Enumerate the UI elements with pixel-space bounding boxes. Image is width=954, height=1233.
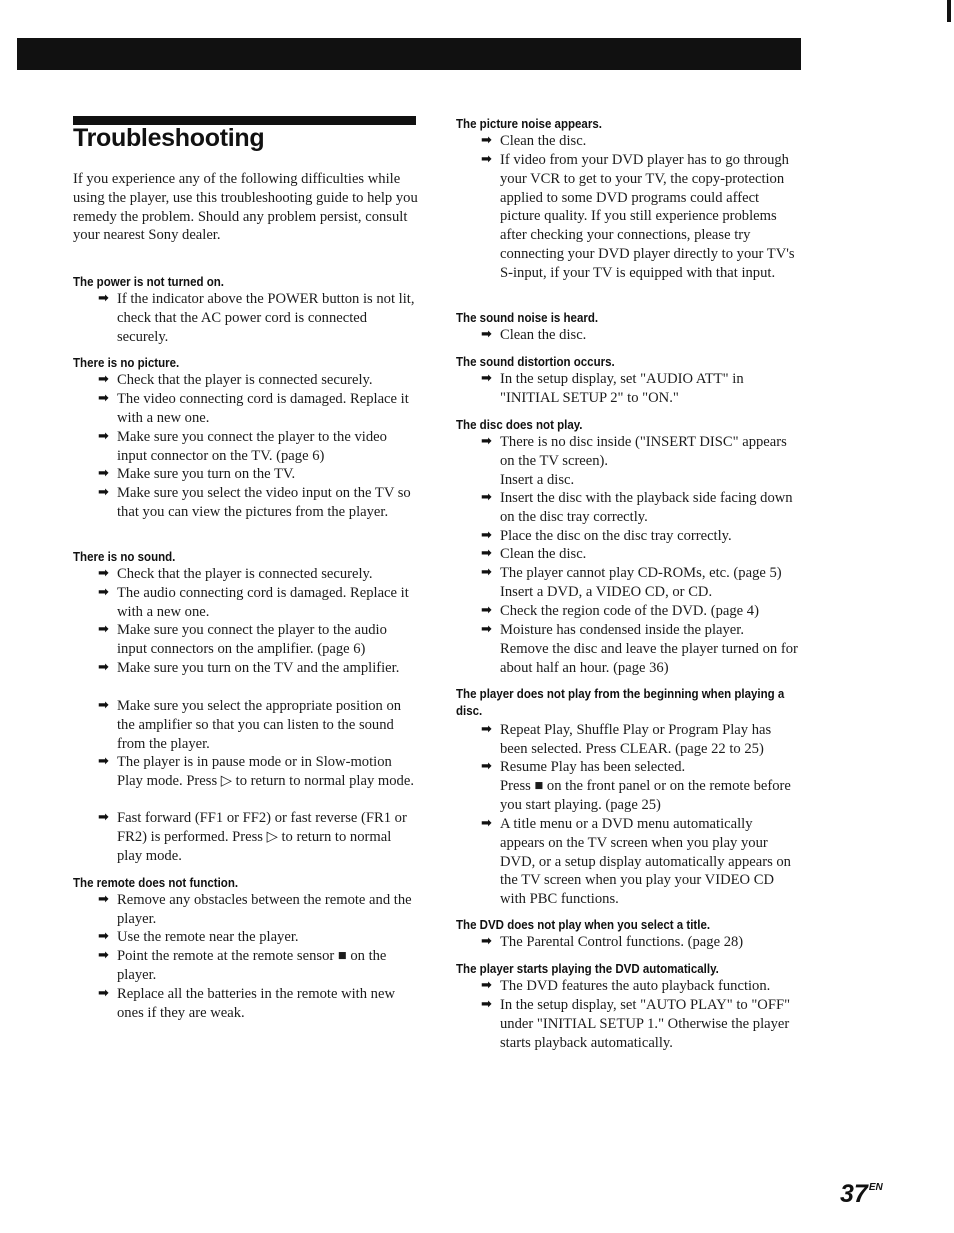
arrow-icon: ➡	[98, 585, 107, 600]
arrow-icon: ➡	[481, 997, 490, 1012]
list-item: ➡ Make sure you connect the player to the audio input connectors on the amplifier. (page 6)	[98, 622, 387, 657]
arrow-icon: ➡	[481, 816, 490, 831]
page-edge-mark	[947, 0, 951, 22]
arrow-icon: ➡	[481, 759, 490, 774]
arrow-icon: ➡	[98, 986, 107, 1001]
list-item: ➡ The Parental Control functions. (page 28)	[481, 934, 744, 950]
list-item: ➡ Make sure you select the video input on the TV so that you can view the pictures from the player.	[98, 485, 411, 520]
arrow-icon: ➡	[98, 566, 107, 581]
page-title: Troubleshooting	[73, 124, 265, 152]
arrow-icon: ➡	[481, 934, 490, 949]
arrow-icon: ➡	[98, 372, 107, 387]
arrow-icon: ➡	[481, 490, 490, 505]
heading-not-from-beginning: The player does not play from the beginning when playing a disc.	[456, 686, 785, 718]
arrow-icon: ➡	[481, 978, 490, 993]
arrow-icon: ➡	[481, 528, 490, 543]
list-item: ➡ The player cannot play CD-ROMs, etc. (page 5) Insert a DVD, a VIDEO CD, or CD.	[481, 565, 782, 600]
list-item: ➡ If the indicator above the POWER button is not lit, check that the AC power cord is connected securely.	[98, 291, 415, 345]
arrow-icon: ➡	[98, 466, 107, 481]
arrow-icon: ➡	[481, 434, 490, 449]
list-item: ➡ Clean the disc.	[481, 327, 587, 343]
page-suffix: EN	[868, 1182, 883, 1193]
list-item: ➡ A title menu or a DVD menu automatically appears on the TV screen when you play your DVD, or a setup display automatically appears on the TV screen when you play your VIDEO CD with PBC functions.	[481, 816, 791, 908]
arrow-icon: ➡	[481, 546, 490, 561]
list-item: ➡ Check the region code of the DVD. (page 4)	[481, 603, 759, 619]
list-item: ➡ Resume Play has been selected. Press ■ on the front panel or on the remote before you start playing. (page 25)	[481, 759, 791, 813]
arrow-icon: ➡	[98, 429, 107, 444]
arrow-icon: ➡	[481, 133, 490, 148]
heading-no-sound: There is no sound.	[73, 549, 176, 564]
heading-title-select: The DVD does not play when you select a title.	[456, 917, 711, 932]
intro-paragraph: If you experience any of the following difficulties while using the player, use this troubleshooting guide to help you remedy the problem. Should any problem persist, consult your nearest Sony dealer.	[73, 171, 418, 244]
list-item: ➡ Make sure you connect the player to the video input connector on the TV. (page 6)	[98, 429, 387, 464]
list-item: ➡ Clean the disc.	[481, 133, 587, 149]
heading-no-picture: There is no picture.	[73, 355, 180, 370]
arrow-icon: ➡	[98, 948, 107, 963]
arrow-icon: ➡	[98, 810, 107, 825]
heading-power: The power is not turned on.	[73, 274, 225, 289]
list-item: ➡ The DVD features the auto playback function.	[481, 978, 771, 994]
arrow-icon: ➡	[481, 327, 490, 342]
list-item: ➡ Remove any obstacles between the remote and the player.	[98, 892, 412, 927]
list-item: ➡ In the setup display, set "AUDIO ATT" in "INITIAL SETUP 2" to "ON."	[481, 371, 744, 406]
arrow-icon: ➡	[98, 660, 107, 675]
arrow-icon: ➡	[481, 622, 490, 637]
heading-distortion: The sound distortion occurs.	[456, 354, 615, 369]
arrow-icon: ➡	[98, 622, 107, 637]
arrow-icon: ➡	[98, 929, 107, 944]
list-item: ➡ The video connecting cord is damaged. Replace it with a new one.	[98, 391, 409, 426]
heading-sound-noise: The sound noise is heard.	[456, 310, 599, 325]
arrow-icon: ➡	[481, 722, 490, 737]
arrow-icon: ➡	[98, 291, 107, 306]
list-item: ➡ The audio connecting cord is damaged. Replace it with a new one.	[98, 585, 409, 620]
arrow-icon: ➡	[98, 485, 107, 500]
arrow-icon: ➡	[481, 152, 490, 167]
arrow-icon: ➡	[98, 391, 107, 406]
list-item: ➡ Replace all the batteries in the remote with new ones if they are weak.	[98, 986, 395, 1021]
list-item: ➡ The player is in pause mode or in Slow-motion Play mode. Press ▷ to return to normal play mode.	[98, 754, 414, 789]
list-item: ➡ Check that the player is connected securely.	[98, 566, 373, 582]
arrow-icon: ➡	[98, 754, 107, 769]
list-item: ➡ Insert the disc with the playback side facing down on the disc tray correctly.	[481, 490, 793, 525]
arrow-icon: ➡	[481, 603, 490, 618]
list-item: ➡ If video from your DVD player has to go through your VCR to get to your TV, the copy-protection applied to some DVD programs could affect picture quality. If you still experience problems after checking your connections, please try connecting your DVD player directly to your TV's S-input, if your TV is equipped with that input.	[481, 152, 795, 281]
list-item: ➡ Make sure you select the appropriate position on the amplifier so that you can listen to the sound from the player.	[98, 698, 402, 752]
list-item: ➡ Clean the disc.	[481, 546, 587, 562]
list-item: ➡ Use the remote near the player.	[98, 929, 299, 945]
list-item: ➡ In the setup display, set "AUTO PLAY" to "OFF" under "INITIAL SETUP 1." Otherwise the player starts playback automatically.	[481, 997, 791, 1051]
heading-disc-not-play: The disc does not play.	[456, 417, 583, 432]
page-number: $37^{EN}$	[840, 1180, 883, 1208]
list-item: ➡ Make sure you turn on the TV.	[98, 466, 296, 482]
list-item: ➡ There is no disc inside ("INSERT DISC" appears on the TV screen). Insert a disc.	[481, 434, 787, 488]
list-item: ➡ Fast forward (FF1 or FF2) or fast reverse (FR1 or FR2) is performed. Press ▷ to return to normal play mode.	[98, 810, 407, 864]
list-item: ➡ Check that the player is connected securely.	[98, 372, 373, 388]
list-item: ➡ Repeat Play, Shuffle Play or Program Play has been selected. Press CLEAR. (page 22 to 25)	[481, 722, 772, 757]
header-bar	[17, 38, 801, 70]
heading-picture-noise: The picture noise appears.	[456, 116, 602, 131]
heading-auto-play: The player starts playing the DVD automatically.	[456, 961, 719, 976]
arrow-icon: ➡	[98, 698, 107, 713]
arrow-icon: ➡	[98, 892, 107, 907]
list-item: ➡ Point the remote at the remote sensor ■ on the player.	[98, 948, 387, 983]
arrow-icon: ➡	[481, 565, 490, 580]
heading-remote: The remote does not function.	[73, 875, 239, 890]
list-item: ➡ Moisture has condensed inside the player. Remove the disc and leave the player turned on for about half an hour. (page 36)	[481, 622, 798, 676]
list-item: ➡ Make sure you turn on the TV and the amplifier.	[98, 660, 400, 676]
arrow-icon: ➡	[481, 371, 490, 386]
list-item: ➡ Place the disc on the disc tray correctly.	[481, 528, 732, 544]
